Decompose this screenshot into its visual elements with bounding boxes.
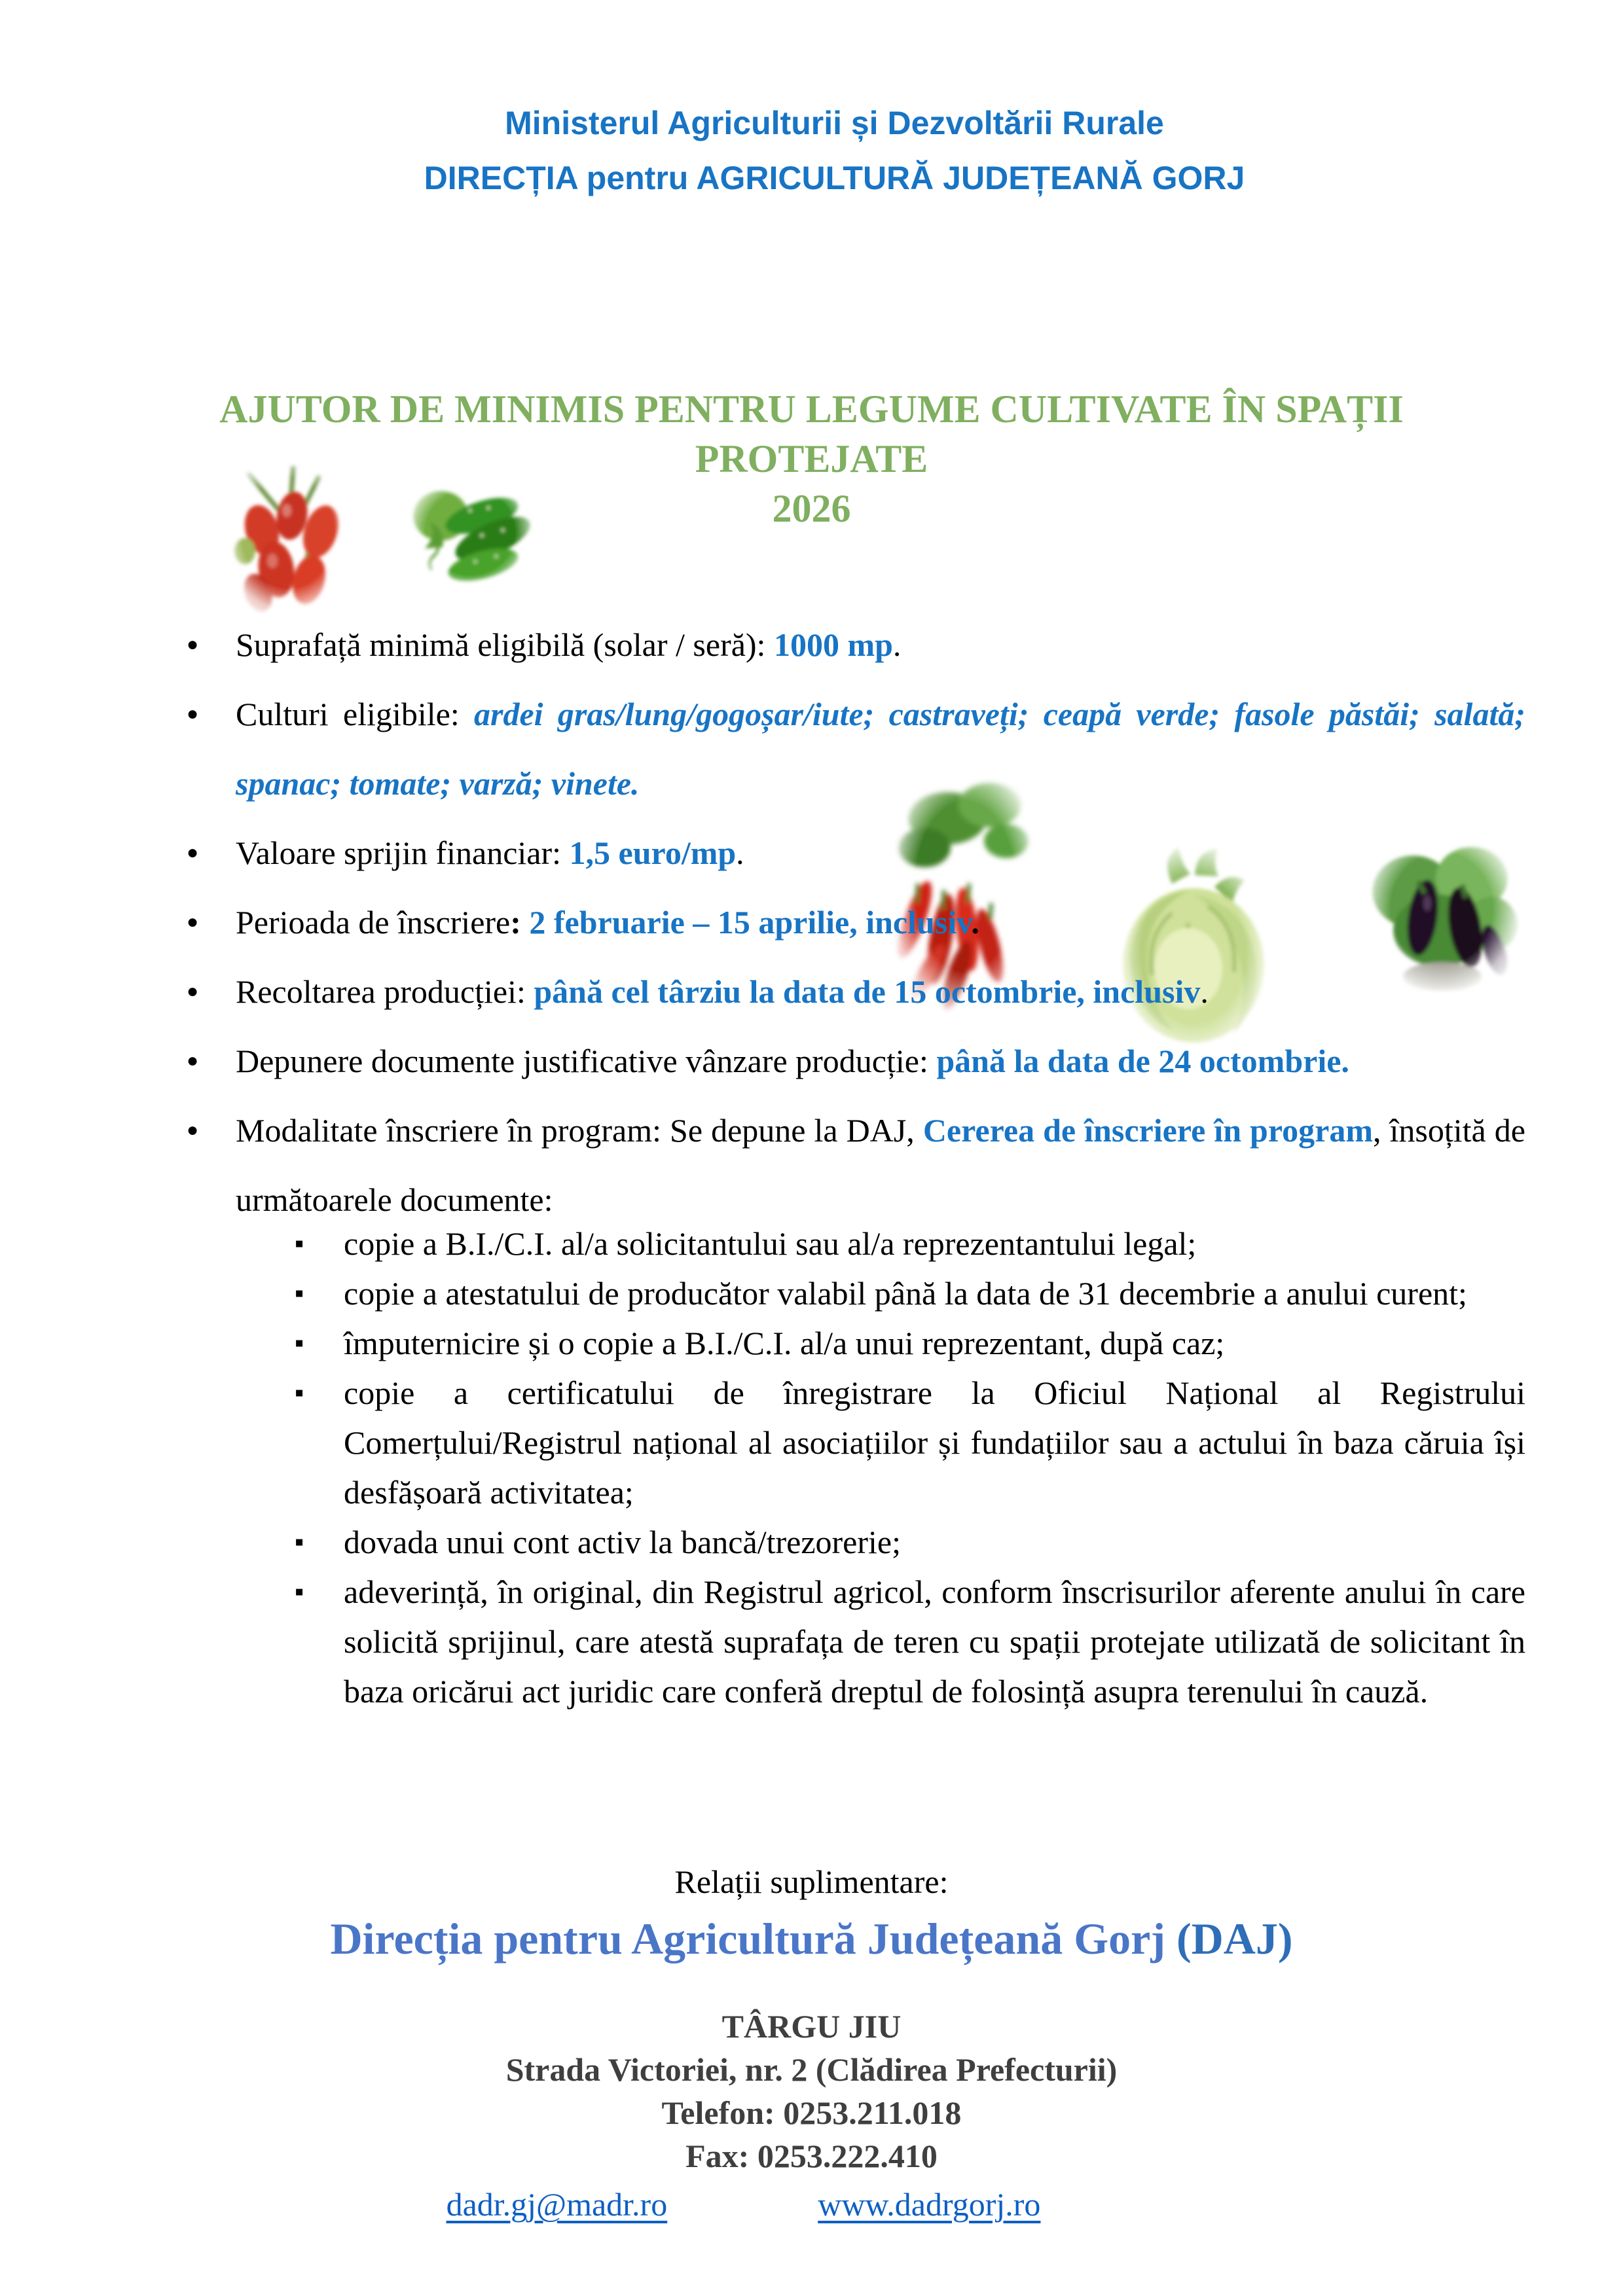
sub-bullet-item bbox=[295, 1368, 1525, 1517]
bullet-item bbox=[187, 818, 1525, 888]
sub-bullet-marker: ▪ bbox=[295, 1527, 304, 1556]
text-segment: până cel târziu la data de 15 octombrie, inclusiv bbox=[534, 973, 1201, 1010]
text-segment: Recoltarea producției: bbox=[236, 973, 534, 1010]
document-header bbox=[0, 96, 1623, 206]
contact-block bbox=[0, 2005, 1623, 2178]
text-segment: Valoare sprijin financiar: bbox=[236, 834, 570, 871]
address-line: Strada Victoriei, nr. 2 (Clădirea Prefecturii) bbox=[505, 2051, 1118, 2088]
sub-bullet-marker: ▪ bbox=[295, 1278, 304, 1308]
text-segment: . bbox=[892, 626, 902, 663]
bullet-item bbox=[187, 610, 1525, 679]
bullet-text bbox=[236, 957, 1525, 1026]
sub-bullet-marker: ▪ bbox=[295, 1229, 304, 1258]
text-segment: : bbox=[510, 904, 530, 941]
bullet-item bbox=[187, 679, 1525, 818]
ministry-name: Ministerul Agriculturii și Dezvoltării Rurale bbox=[505, 105, 1164, 141]
text-segment: Modalitate înscriere în program: Se depune la DAJ, bbox=[236, 1112, 923, 1149]
document-body bbox=[187, 610, 1525, 1716]
more-info-label: Relații suplimentare: bbox=[674, 1863, 949, 1900]
sub-bullet-marker: ▪ bbox=[295, 1328, 304, 1357]
document-footer bbox=[0, 1861, 1623, 2226]
city-line: TÂRGU JIU bbox=[721, 2008, 902, 2045]
text-segment: ardei gras/lung/gogoșar/iute; castraveți; ceapă verde; fasole păstăi; salată; spanac; tomate; varză; vinete. bbox=[236, 696, 1525, 802]
directorate-name: DIRECȚIA pentru AGRICULTURĂ JUDEȚEANĂ GORJ bbox=[424, 160, 1245, 196]
bullet-text bbox=[236, 818, 1525, 888]
text-segment: Culturi eligibile: bbox=[236, 696, 475, 732]
bullet-text bbox=[236, 1096, 1525, 1234]
bullet-item bbox=[187, 957, 1525, 1026]
daj-title-abbrev: (DAJ) bbox=[1176, 1914, 1293, 1964]
cucumbers-image bbox=[405, 470, 536, 594]
sub-bullet-item bbox=[295, 1219, 1525, 1268]
bullet-marker: ● bbox=[187, 1119, 199, 1141]
sub-bullet-marker: ▪ bbox=[295, 1577, 304, 1606]
text-segment: Depunere documente justificative vânzare producție: bbox=[236, 1043, 937, 1079]
text-segment: Cererea de înscriere în program bbox=[922, 1112, 1373, 1149]
sub-bullet-item bbox=[295, 1567, 1525, 1716]
title-year: 2026 bbox=[772, 487, 851, 530]
sub-bullet-text: împuternicire și o copie a B.I./C.I. al/a unui reprezentant, după caz; bbox=[344, 1325, 1225, 1361]
bullet-list bbox=[187, 610, 1525, 1234]
sub-bullet-item bbox=[295, 1318, 1525, 1368]
sub-bullet-text: dovada unui cont activ la bancă/trezorerie; bbox=[344, 1524, 901, 1560]
bullet-text bbox=[236, 1026, 1525, 1096]
text-segment: , însoțită de următoarele documente: bbox=[236, 1112, 1525, 1218]
title-line-1: AJUTOR DE MINIMIS PENTRU LEGUME CULTIVATE ÎN SPAȚII bbox=[219, 387, 1404, 431]
sub-bullet-item bbox=[295, 1517, 1525, 1567]
sub-bullet-text: copie a atestatului de producător valabil până la data de 31 decembrie a anului curent; bbox=[344, 1275, 1467, 1312]
bullet-marker: ● bbox=[187, 911, 199, 933]
website-link[interactable]: www.dadrgorj.ro bbox=[818, 2186, 1041, 2223]
sub-bullet-text: adeverință, în original, din Registrul agricol, conform înscrisurilor aferente anului în care solicită sprijinul, care atestă suprafața de teren cu spații protejate utilizată de solicitant în baza oricărui act juridic care conferă dreptul de folosință asupra terenului în cauză. bbox=[344, 1573, 1525, 1710]
sub-bullet-marker: ▪ bbox=[295, 1378, 304, 1407]
daj-title bbox=[0, 1909, 1623, 1969]
bullet-text bbox=[236, 610, 1525, 679]
text-segment: . bbox=[1200, 973, 1209, 1010]
telefon-line: Telefon: 0253.211.018 bbox=[661, 2094, 962, 2131]
bullet-text bbox=[236, 679, 1525, 818]
sub-bullet-text: copie a certificatului de înregistrare la Oficiul Național al Registrului Comerțului/Registrul național al asociațiilor și fundațiilor sau a actului în baza căruia își desfășoară activitatea; bbox=[344, 1374, 1525, 1511]
bullet-marker: ● bbox=[187, 703, 199, 725]
email-link[interactable]: dadr.gj@madr.ro bbox=[446, 2186, 668, 2223]
sub-bullet-list bbox=[187, 1219, 1525, 1716]
title-line-2: PROTEJATE bbox=[695, 437, 928, 480]
bullet-marker: ● bbox=[187, 634, 199, 655]
tomatoes-image bbox=[221, 453, 356, 613]
text-segment: Perioada de înscriere bbox=[236, 904, 511, 941]
sub-bullet-text: copie a B.I./C.I. al/a solicitantului sau al/a reprezentantului legal; bbox=[344, 1225, 1197, 1262]
sub-bullet-item bbox=[295, 1268, 1525, 1318]
text-segment: 1,5 euro/mp bbox=[569, 834, 737, 871]
fax-line: Fax: 0253.222.410 bbox=[685, 2138, 938, 2174]
text-segment: până la data de 24 octombrie. bbox=[936, 1043, 1349, 1079]
text-segment: 1000 mp bbox=[773, 626, 893, 663]
bullet-text bbox=[236, 888, 1525, 957]
text-segment: . bbox=[971, 904, 979, 941]
text-segment: 2 februarie – 15 aprilie, inclusiv bbox=[529, 904, 972, 941]
bullet-item bbox=[187, 1096, 1525, 1234]
bullet-marker: ● bbox=[187, 980, 199, 1002]
bullet-item bbox=[187, 888, 1525, 957]
bullet-marker: ● bbox=[187, 1050, 199, 1071]
bullet-marker: ● bbox=[187, 842, 199, 863]
bullet-item bbox=[187, 1026, 1525, 1096]
text-segment: . bbox=[736, 834, 744, 871]
text-segment: Suprafață minimă eligibilă (solar / seră): bbox=[236, 626, 774, 663]
daj-title-main: Direcția pentru Agricultură Județeană Gorj bbox=[330, 1914, 1176, 1964]
links-row bbox=[0, 2183, 1555, 2226]
